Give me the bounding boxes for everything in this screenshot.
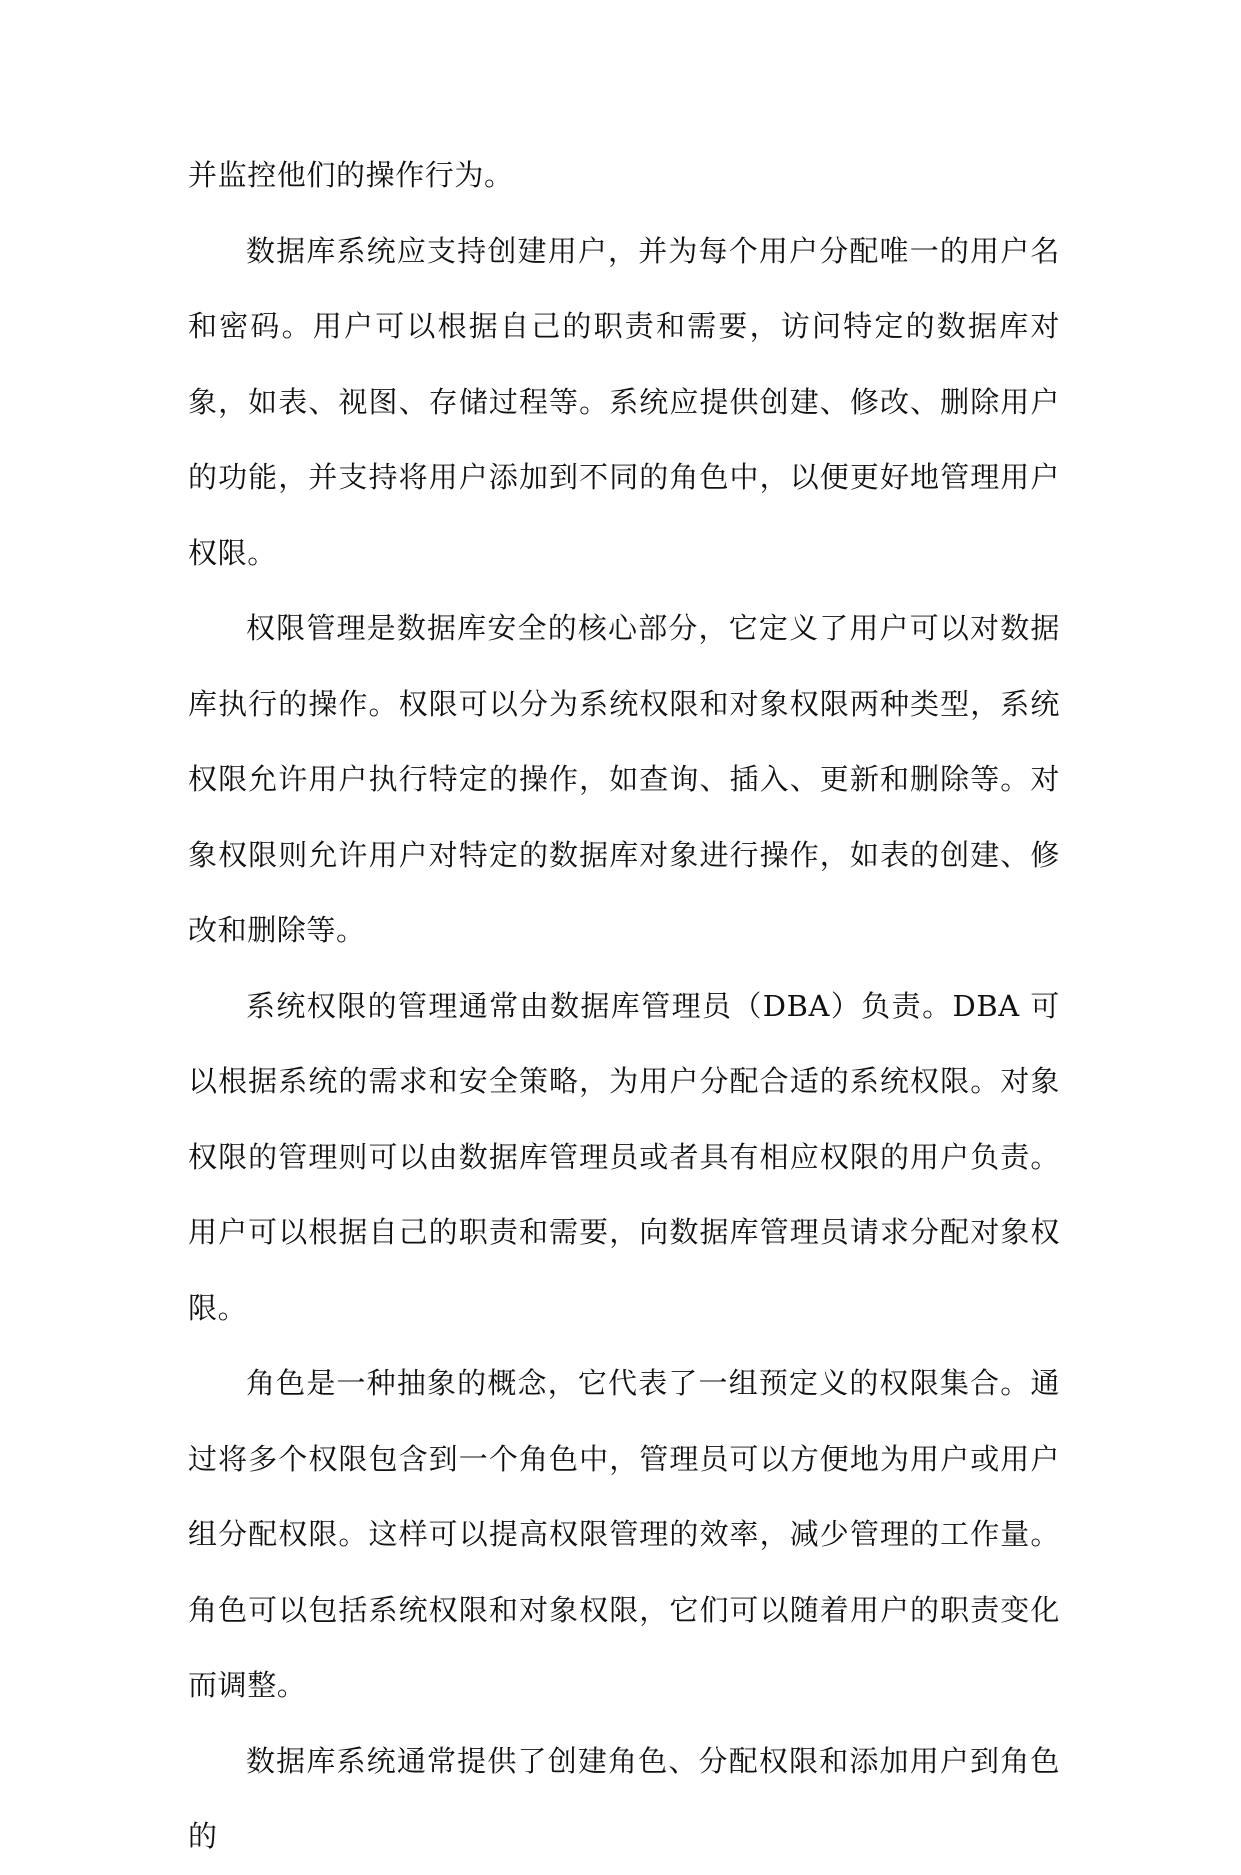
paragraph-permission-management: 权限管理是数据库安全的核心部分，它定义了用户可以对数据库执行的操作。权限可以分为系统权限和对象权限两种类型，系统权限允许用户执行特定的操作，如查询、插入、更新和删除等。对象权限则允许用户对特定的数据库对象进行操作，如表的创建、修改和删除等。 <box>188 611 1060 947</box>
paragraph-role-creation: 数据库系统通常提供了创建角色、分配权限和添加用户到角色的 <box>188 1743 1060 1853</box>
paragraph-roles: 角色是一种抽象的概念，它代表了一组预定义的权限集合。通过将多个权限包含到一个角色中，管理员可以方便地为用户或用户组分配权限。这样可以提高权限管理的效率，减少管理的工作量。角色可以包括系统权限和对象权限，它们可以随着用户的职责变化而调整。 <box>188 1366 1060 1702</box>
paragraph-user-management: 数据库系统应支持创建用户，并为每个用户分配唯一的用户名和密码。用户可以根据自己的职责和需要，访问特定的数据库对象，如表、视图、存储过程等。系统应提供创建、修改、删除用户的功能，并支持将用户添加到不同的角色中，以便更好地管理用户权限。 <box>188 233 1060 570</box>
paragraph-continuation: 并监控他们的操作行为。 <box>188 158 514 192</box>
paragraph-system-permissions: 系统权限的管理通常由数据库管理员（DBA）负责。DBA 可以根据系统的需求和安全策略，为用户分配合适的系统权限。对象权限的管理则可以由数据库管理员或者具有相应权限的用户负责。用户可以根据自己的职责和需要，向数据库管理员请求分配对象权限。 <box>188 988 1060 1325</box>
document-body <box>188 138 1060 1875</box>
